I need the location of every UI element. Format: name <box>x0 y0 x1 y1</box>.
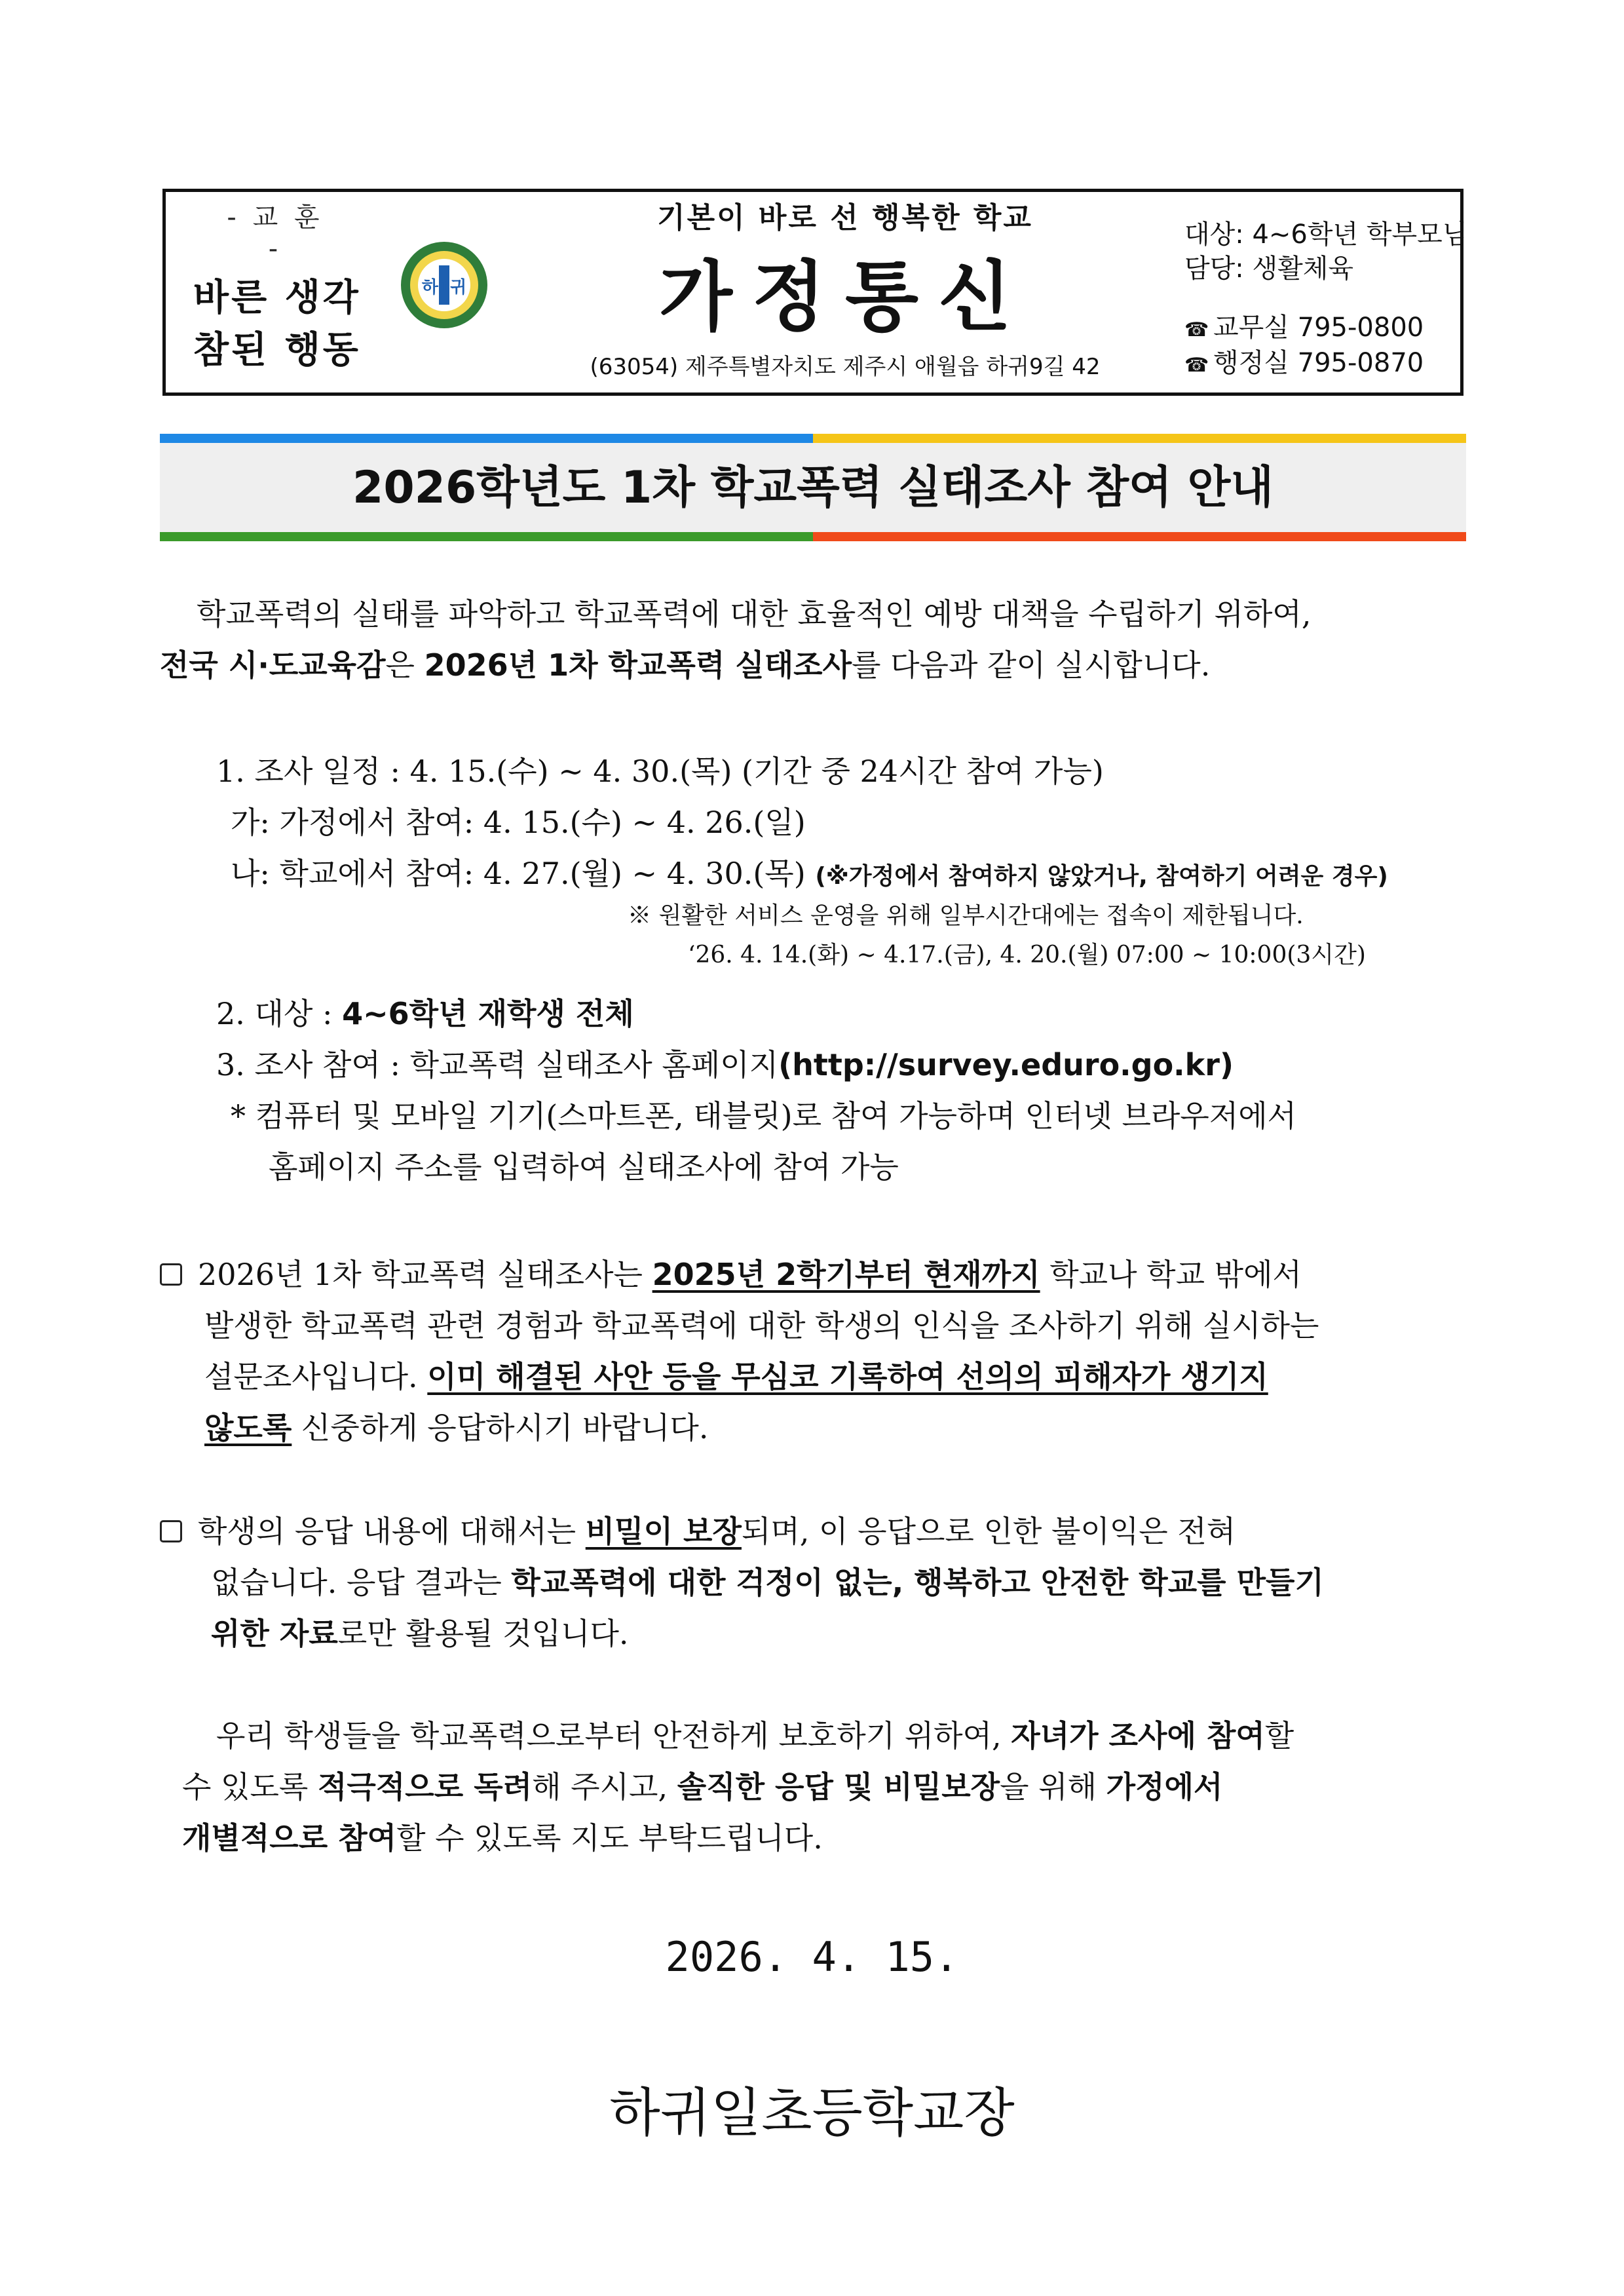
schedule-note-2: ‘26. 4. 14.(화) ~ 4.17.(금), 4. 20.(월) 07:00 ~ 10:00(3시간) <box>688 942 1366 968</box>
school-vision: 기본이 바로 선 행복한 학교 <box>657 201 1033 235</box>
checkbox-icon <box>160 1520 182 1542</box>
phone-row-admin <box>1184 342 1424 379</box>
schedule-item-1b: 나: 학교에서 참여: 4. 27.(월) ~ 4. 30.(목) (※가정에서 참여하지 않았거나, 참여하기 어려운 경우) <box>231 856 1388 891</box>
telephone-icon: ☎ <box>1184 318 1209 341</box>
banner-bar-red <box>813 532 1466 541</box>
schedule-item-1: 1. 조사 일정 : 4. 15.(수) ~ 4. 30.(목) (기간 중 24시간 참여 가능) <box>216 754 1104 789</box>
banner-bar-green <box>160 532 813 541</box>
phone-office: 교무실 795-0800 <box>1213 313 1424 343</box>
checkbox-icon <box>160 1263 182 1286</box>
school-logo <box>398 239 490 331</box>
schedule-item-2: 2. 대상 : 4~6학년 재학생 전체 <box>216 996 634 1031</box>
motto-line-1: 바른 생각 <box>193 277 361 319</box>
schedule-note-1: ※ 원활한 서비스 운영을 위해 일부시간대에는 접속이 제한됩니다. <box>628 902 1304 929</box>
issue-date: 2026. 4. 15. <box>665 1933 959 1981</box>
newsletter-title: 가정통신 <box>658 252 1032 341</box>
bullet-1-line-4: 않도록 신중하게 응답하시기 바랍니다. <box>204 1410 709 1445</box>
schedule-item-3: 3. 조사 참여 : 학교폭력 실태조사 홈페이지(http://survey.eduro.go.kr) <box>216 1047 1234 1082</box>
survey-url: (http://survey.eduro.go.kr) <box>778 1047 1234 1082</box>
target-audience: 대상: 4~6학년 학부모님 <box>1184 220 1468 250</box>
notice-title: 2026학년도 1차 학교폭력 실태조사 참여 안내 <box>352 462 1274 514</box>
telephone-icon: ☎ <box>1184 354 1209 377</box>
intro-line-2: 전국 시·도교육감은 2026년 1차 학교폭력 실태조사를 다음과 같이 실시합니다. <box>160 647 1211 683</box>
schedule-item-1a: 가: 가정에서 참여: 4. 15.(수) ~ 4. 26.(일) <box>231 805 806 840</box>
closing-line-2: 수 있도록 적극적으로 독려해 주시고, 솔직한 응답 및 비밀보장을 위해 가정에서 <box>182 1769 1223 1805</box>
phone-admin: 행정실 795-0870 <box>1213 348 1424 378</box>
signer: 하귀일초등학교장 <box>609 2082 1015 2143</box>
motto-label: - 교 훈 - <box>227 202 324 264</box>
closing-line-3: 개별적으로 참여할 수 있도록 지도 부탁드립니다. <box>182 1820 823 1856</box>
banner-bar-blue <box>160 434 813 443</box>
bullet-2-line-1: 학생의 응답 내용에 대해서는 비밀이 보장되며, 이 응답으로 인한 불이익은 전혀 <box>160 1506 1236 1557</box>
department-in-charge: 담당: 생활체육 <box>1184 254 1354 284</box>
bullet-2-line-2: 없습니다. 응답 결과는 학교폭력에 대한 걱정이 없는, 행복하고 안전한 학교를 만들기 <box>211 1565 1324 1600</box>
bullet-1-line-1: 2026년 1차 학교폭력 실태조사는 2025년 2학기부터 현재까지 학교나 학교 밖에서 <box>160 1249 1302 1300</box>
school-address: (63054) 제주특별자치도 제주시 애월읍 하귀9길 42 <box>590 354 1101 380</box>
schedule-star-2: 홈페이지 주소를 입력하여 실태조사에 참여 가능 <box>269 1149 899 1185</box>
banner-bar-yellow <box>813 434 1466 443</box>
motto-line-2: 참된 행동 <box>193 329 361 372</box>
phone-row-office <box>1184 307 1424 344</box>
logo-text: 하1귀 <box>421 278 467 297</box>
intro-line-1: 학교폭력의 실태를 파악하고 학교폭력에 대한 효율적인 예방 대책을 수립하기 위하여, <box>197 596 1312 632</box>
bullet-2-line-3: 위한 자료로만 활용될 것입니다. <box>211 1616 629 1651</box>
schedule-star-1: * 컴퓨터 및 모바일 기기(스마트폰, 태블릿)로 참여 가능하며 인터넷 브라우저에서 <box>231 1098 1297 1134</box>
bullet-1-line-2: 발생한 학교폭력 관련 경험과 학교폭력에 대한 학생의 인식을 조사하기 위해 실시하는 <box>204 1308 1319 1343</box>
closing-line-1: 우리 학생들을 학교폭력으로부터 안전하게 보호하기 위하여, 자녀가 조사에 참여할 <box>216 1718 1294 1753</box>
bullet-1-line-3: 설문조사입니다. 이미 해결된 사안 등을 무심코 기록하여 선의의 피해자가 생기지 <box>204 1359 1268 1394</box>
